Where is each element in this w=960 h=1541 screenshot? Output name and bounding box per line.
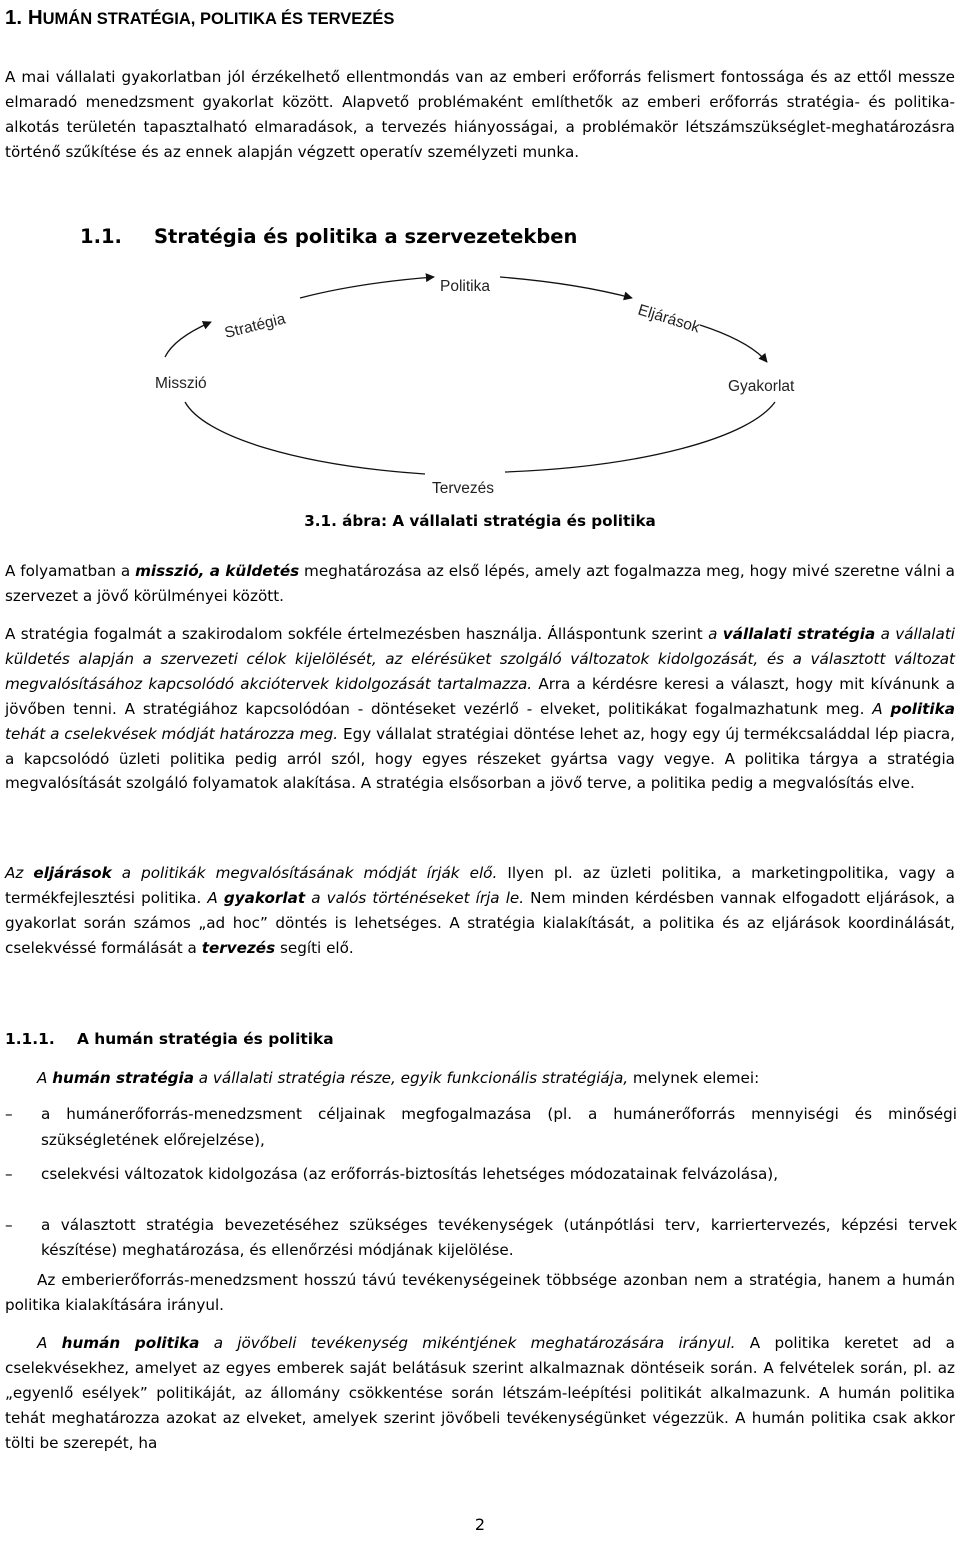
p2-text-a: A stratégia fogalmát a szakirodalom sokféle értelmezésben használja. Álláspontunk szerint xyxy=(5,625,709,643)
list-dash: – xyxy=(5,1105,13,1123)
paragraph-human-strategia xyxy=(37,1066,955,1091)
p3-text-h: Nem minden kérdésben vannak elfogadott eljárások, a gyakorlat során számos „ad hoc” döntés is lehetséges. A stratégia kialakítását, a politika és az eljárások koordinálását, cselekvéssé formálását a xyxy=(5,888,955,957)
list-item-text: a választott stratégia bevezetéséhez szükséges tevékenységek (utánpótlási terv, karriertervezés, képzési tervek készítése) meghatározása, és ellenőrzési módjának kijelölése. xyxy=(41,1215,957,1259)
p1-emphasis-misszio: misszió, a küldetés xyxy=(135,562,300,580)
diagram-label-eljarasok: Eljárások xyxy=(635,301,702,337)
p3-emphasis-gyakorlat: gyakorlat xyxy=(223,888,306,907)
list-dash: – xyxy=(5,1165,13,1183)
list-item-text: cselekvési változatok kidolgozása (az erőforrás-biztosítás lehetséges módozatainak felvázolása), xyxy=(41,1165,779,1183)
cycle-arc-tervezes-misszio xyxy=(185,402,425,474)
p2-emphasis-strategia: vállalati stratégia xyxy=(722,625,876,643)
p3-definition: a politikák megvalósításának módját írják elő. xyxy=(111,864,498,882)
p6-text-d: A politika keretet ad a cselekvésekhez, amelyet az egyes emberek saját belátásuk szerint alkalmaznak döntéseik során. A felvételek során, pl. az „egyenlő esélyek” politikáját, az állomány csökkentése során létszám-leépítési politikát alkalmazunk. A humán politika tehát meghatározza azokat az elveket, amelyek szerint jövőbeli tevékenységünket végezzük. A humán politika csak akkor tölti be szerepét, ha xyxy=(5,1334,955,1452)
paragraph-misszio xyxy=(5,559,955,609)
p1-text-a: A folyamatban a xyxy=(5,562,136,580)
p3-text-e: A xyxy=(207,888,224,907)
list-item xyxy=(5,1213,957,1264)
p1-text-c: meghatározása az első lépés, amely azt fogalmazza meg, hogy mivé szeretne válni a szervezet a jövő körülményei között. xyxy=(5,562,955,605)
diagram-label-misszio: Misszió xyxy=(155,375,207,392)
p2-definition: a vállalati küldetés alapján a szervezeti célok kijelölését, az elérésüket szolgáló változatok kidolgozását, és a választott változat megvalósításához kapcsolódó akciótervek kidolgozását tartalmazza. xyxy=(5,625,956,693)
cycle-arc-politika-eljarasok xyxy=(500,277,632,298)
strategy-elements-list xyxy=(5,1102,957,1264)
p4-emphasis-human-strategia: humán stratégia xyxy=(52,1069,194,1087)
p3-text-d: Ilyen pl. az üzleti politika, a marketingpolitika, vagy a termékfejlesztési politika. xyxy=(5,864,955,907)
diagram-label-gyakorlat: Gyakorlat xyxy=(728,378,795,395)
paragraph-strategia xyxy=(5,622,955,796)
chapter-title xyxy=(5,2,955,36)
p2-text-b: a xyxy=(708,625,718,643)
list-dash: – xyxy=(5,1215,13,1234)
p4-text-a: A xyxy=(37,1069,53,1087)
figure-caption: 3.1. ábra: A vállalati stratégia és politika xyxy=(304,512,656,530)
paragraph-emberierforras: Az emberierőforrás-menedzsment hosszú távú tevékenységeinek többsége azonban nem a stratégia, hanem a humán politika kialakítására irányul. xyxy=(5,1271,955,1314)
cycle-arc-gyakorlat-tervezes xyxy=(505,402,775,472)
p3-emphasis-tervezes: tervezés xyxy=(201,938,276,957)
subsection-title: A humán stratégia és politika xyxy=(77,1030,334,1048)
cycle-arc-strategia-politika xyxy=(300,277,434,298)
strategy-policy-cycle-diagram xyxy=(0,262,960,502)
intro-paragraph: A mai vállalati gyakorlatban jól érzékelhető ellentmondás van az emberi erőforrás felismert fontossága és az ettől messze elmaradó menedzsment gyakorlat között. Alapvető problémaként említhetők az emberi erőforrás stratégia- és politika-alkotás területén tapasztalható elmaradások, a tervezés hiányosságai, a problémakör létszámszükséglet-meghatározásra történő szűkítése és az ennek alapján végzett operatív személyzeti munka. xyxy=(5,68,955,161)
p6-emphasis-human-politika: humán politika xyxy=(61,1334,200,1352)
p3-text-a: Az xyxy=(5,864,34,882)
paragraph-human-politika xyxy=(5,1331,955,1456)
list-item xyxy=(5,1162,957,1188)
p2-text-f: A xyxy=(872,699,891,718)
list-item-text: a humánerőforrás-menedzsment céljainak megfogalmazása (pl. a humánerőforrás mennyiségi és minőségi szükségletének előrejelzése), xyxy=(41,1105,957,1149)
section-title: Stratégia és politika a szervezetekben xyxy=(154,225,578,248)
p2-text-e: Arra a kérdésre keresi a választ, hogy mit kívánunk a jövőben tenni. A stratégiához kapcsolódóan - döntéseket vezérlő - elveket, politikákat fogalmazhatunk meg. xyxy=(5,674,955,718)
cycle-arc-eljarasok-gyakorlat xyxy=(700,325,767,362)
p3-definition-gyakorlat: a valós történéseket írja le. xyxy=(305,888,525,907)
p4-text-d: melynek elemei: xyxy=(628,1069,760,1087)
p3-emphasis-eljarasok: eljárások xyxy=(33,864,112,882)
subsection-heading xyxy=(5,1027,334,1051)
section-heading xyxy=(80,224,577,250)
paragraph-eljarasok xyxy=(5,861,955,961)
chapter-title-initial: H xyxy=(27,6,43,29)
p6-definition: a jövőbeli tevékenység mikéntjének meghatározására irányul. xyxy=(199,1334,736,1352)
chapter-number: 1. xyxy=(5,6,23,29)
diagram-label-tervezes: Tervezés xyxy=(432,480,495,497)
p6-text-a: A xyxy=(37,1334,62,1352)
p2-definition-politika: tehát a cselekvések módját határozza meg. xyxy=(5,724,339,743)
p3-text-j: segíti elő. xyxy=(275,938,354,957)
chapter-title-text: UMÁN STRATÉGIA, POLITIKA ÉS TERVEZÉS xyxy=(42,10,395,28)
list-item xyxy=(5,1102,957,1153)
diagram-label-politika: Politika xyxy=(440,278,490,295)
cycle-arc-misszio-strategia xyxy=(165,322,211,357)
p2-text-i: Egy vállalat stratégiai döntése lehet az, hogy egy új termékcsaláddal lép piacra, a kapcsolódó üzleti politika pedig arról szól, hogy egyes részeket gyártsa vagy vegye. A politika tárgya a stratégia megvalósítását szolgáló folyamatok alakítása. A stratégia elsősorban a jövő terve, a politika pedig a megvalósítás elve. xyxy=(5,724,955,793)
diagram-label-strategia: Stratégia xyxy=(222,310,288,342)
subsection-number: 1.1.1. xyxy=(5,1030,55,1048)
p2-emphasis-politika: politika xyxy=(890,699,955,718)
p4-definition: a vállalati stratégia része, egyik funkcionális stratégiája, xyxy=(193,1069,629,1087)
page-number: 2 xyxy=(474,1515,486,1534)
section-number: 1.1. xyxy=(80,225,122,248)
